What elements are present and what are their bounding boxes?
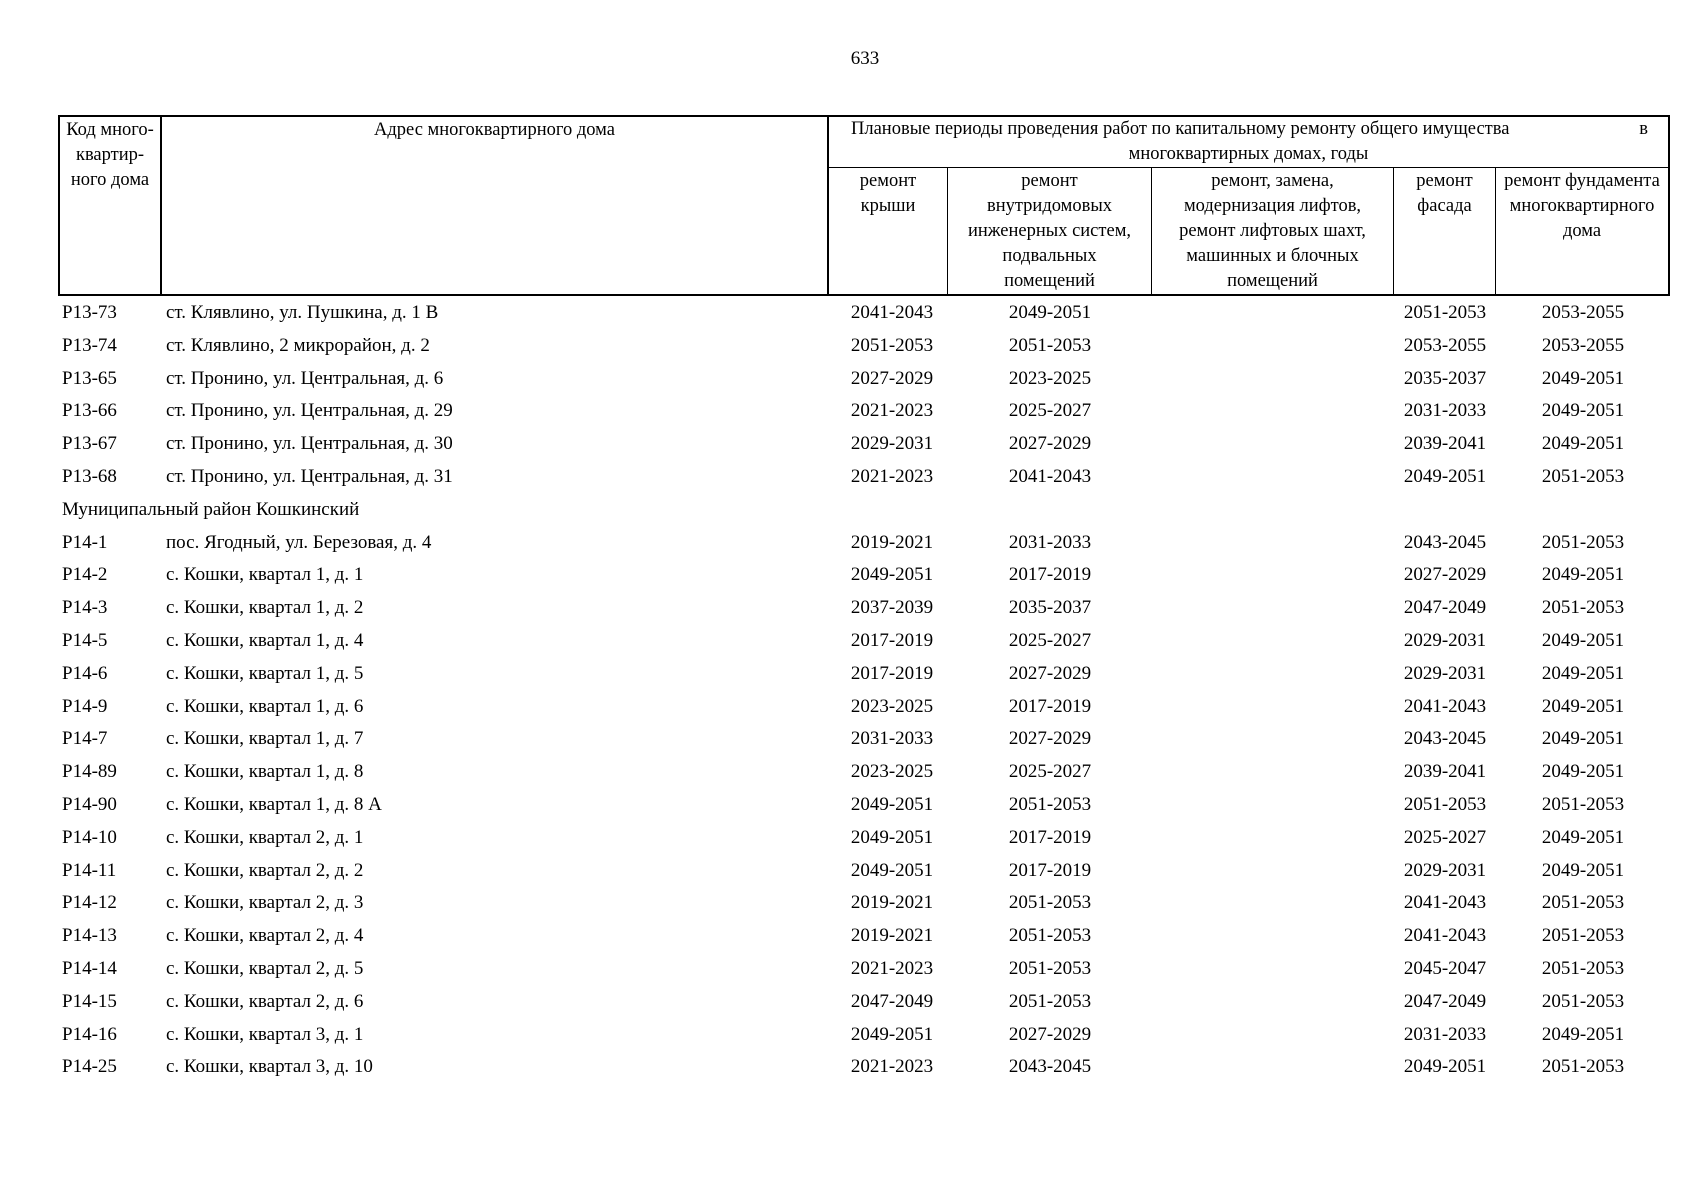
cell-foundation: 2049-2051 bbox=[1541, 761, 1625, 783]
cell-address: с. Кошки, квартал 2, д. 6 bbox=[166, 990, 364, 1012]
cell-code: Р13-74 bbox=[62, 334, 117, 356]
table-row bbox=[58, 788, 1670, 821]
cell-facade: 2049-2051 bbox=[1403, 466, 1487, 487]
cell-systems: 2031-2033 bbox=[1008, 531, 1092, 553]
cell-code: Р14-13 bbox=[62, 925, 117, 947]
cell-systems: 2049-2051 bbox=[1008, 302, 1092, 323]
cell-code: Р14-7 bbox=[62, 728, 108, 750]
cell-foundation: 2051-2053 bbox=[1541, 466, 1625, 487]
cell-code: Р14-90 bbox=[62, 794, 117, 815]
cell-systems: 2017-2019 bbox=[1008, 564, 1092, 586]
table-row bbox=[58, 591, 1670, 624]
cell-facade: 2045-2047 bbox=[1403, 958, 1487, 979]
cell-roof: 2037-2039 bbox=[850, 597, 934, 619]
cell-facade: 2043-2045 bbox=[1403, 531, 1487, 553]
cell-foundation: 2049-2051 bbox=[1541, 728, 1625, 750]
cell-systems: 2017-2019 bbox=[1008, 859, 1092, 881]
cell-facade: 2041-2043 bbox=[1403, 695, 1487, 717]
header-foundation: ремонт фундамента многоквартирного дома bbox=[1504, 171, 1660, 241]
section-row bbox=[58, 493, 1670, 526]
cell-facade: 2047-2049 bbox=[1403, 990, 1487, 1012]
table-row bbox=[58, 460, 1670, 493]
cell-systems: 2041-2043 bbox=[1008, 466, 1092, 487]
cell-roof: 2017-2019 bbox=[850, 662, 934, 684]
cell-facade: 2049-2051 bbox=[1403, 1056, 1487, 1078]
cell-code: Р14-15 bbox=[62, 990, 117, 1012]
cell-roof: 2017-2019 bbox=[850, 630, 934, 651]
cell-address: с. Кошки, квартал 1, д. 5 bbox=[166, 662, 364, 684]
cell-facade: 2029-2031 bbox=[1403, 859, 1487, 881]
cell-address: ст. Пронино, ул. Центральная, д. 31 bbox=[166, 466, 453, 487]
cell-foundation: 2051-2053 bbox=[1541, 794, 1625, 815]
cell-facade: 2031-2033 bbox=[1403, 400, 1487, 422]
cell-facade: 2043-2045 bbox=[1403, 728, 1487, 750]
cell-roof: 2031-2033 bbox=[850, 728, 934, 750]
cell-roof: 2049-2051 bbox=[850, 794, 934, 815]
cell-roof: 2021-2023 bbox=[850, 958, 934, 979]
cell-roof: 2049-2051 bbox=[850, 1023, 934, 1045]
cell-code: Р14-14 bbox=[62, 958, 117, 979]
table-row bbox=[58, 526, 1670, 559]
cell-systems: 2051-2053 bbox=[1008, 794, 1092, 815]
cell-foundation: 2049-2051 bbox=[1541, 826, 1625, 848]
cell-facade: 2053-2055 bbox=[1403, 334, 1487, 356]
header-systems: ремонт внутридомовых инженерных систем, подвальных помещений bbox=[967, 171, 1132, 291]
cell-foundation: 2049-2051 bbox=[1541, 367, 1625, 389]
table-row bbox=[58, 1050, 1670, 1083]
cell-code: Р14-11 bbox=[62, 859, 117, 881]
table-row bbox=[58, 427, 1670, 460]
table-row bbox=[58, 1018, 1670, 1051]
cell-foundation: 2053-2055 bbox=[1541, 334, 1625, 356]
cell-roof: 2023-2025 bbox=[850, 761, 934, 783]
cell-foundation: 2049-2051 bbox=[1541, 695, 1625, 717]
cell-systems: 2027-2029 bbox=[1008, 728, 1092, 750]
header-lifts: ремонт, замена, модернизация лифтов, ремонт лифтовых шахт, машинных и блочных помещений bbox=[1179, 171, 1366, 291]
cell-code: Р13-65 bbox=[62, 367, 117, 389]
cell-roof: 2021-2023 bbox=[850, 466, 934, 487]
cell-foundation: 2051-2053 bbox=[1541, 925, 1625, 947]
cell-systems: 2051-2053 bbox=[1008, 990, 1092, 1012]
cell-code: Р14-1 bbox=[62, 531, 108, 553]
cell-address: с. Кошки, квартал 1, д. 2 bbox=[166, 597, 364, 619]
cell-systems: 2035-2037 bbox=[1008, 597, 1092, 619]
cell-address: ст. Пронино, ул. Центральная, д. 6 bbox=[166, 367, 444, 389]
header-right-border bbox=[1668, 115, 1670, 296]
table-row bbox=[58, 657, 1670, 690]
table-row bbox=[58, 624, 1670, 657]
cell-foundation: 2051-2053 bbox=[1541, 1056, 1625, 1078]
page-number: 633 bbox=[850, 48, 880, 69]
cell-code: Р14-25 bbox=[62, 1056, 117, 1078]
cell-roof: 2051-2053 bbox=[850, 334, 934, 356]
cell-code: Р13-68 bbox=[62, 466, 117, 487]
cell-facade: 2041-2043 bbox=[1403, 925, 1487, 947]
cell-foundation: 2049-2051 bbox=[1541, 662, 1625, 684]
cell-roof: 2023-2025 bbox=[850, 695, 934, 717]
cell-facade: 2031-2033 bbox=[1403, 1023, 1487, 1045]
table-row bbox=[58, 722, 1670, 755]
cell-foundation: 2049-2051 bbox=[1541, 433, 1625, 455]
cell-roof: 2049-2051 bbox=[850, 826, 934, 848]
table-row bbox=[58, 394, 1670, 427]
section-title: Муниципальный район Кошкинский bbox=[62, 498, 360, 520]
cell-code: Р13-73 bbox=[62, 302, 117, 323]
cell-roof: 2049-2051 bbox=[850, 859, 934, 881]
header-roof: ремонт крыши bbox=[859, 171, 917, 216]
cell-foundation: 2049-2051 bbox=[1541, 400, 1625, 422]
cell-address: с. Кошки, квартал 1, д. 1 bbox=[166, 564, 364, 586]
cell-address: ст. Пронино, ул. Центральная, д. 29 bbox=[166, 400, 453, 422]
cell-systems: 2017-2019 bbox=[1008, 826, 1092, 848]
cell-systems: 2025-2027 bbox=[1008, 630, 1092, 651]
table-row bbox=[58, 558, 1670, 591]
header-code: Код много- квартир- ного дома bbox=[66, 120, 154, 190]
header-periods-underline bbox=[827, 167, 1670, 168]
cell-systems: 2025-2027 bbox=[1008, 761, 1092, 783]
cell-address: с. Кошки, квартал 2, д. 2 bbox=[166, 859, 364, 881]
cell-roof: 2047-2049 bbox=[850, 990, 934, 1012]
cell-code: Р14-5 bbox=[62, 630, 108, 651]
cell-code: Р14-89 bbox=[62, 761, 117, 783]
cell-facade: 2029-2031 bbox=[1403, 662, 1487, 684]
cell-address: с. Кошки, квартал 2, д. 3 bbox=[166, 892, 364, 914]
cell-roof: 2019-2021 bbox=[850, 892, 934, 914]
cell-foundation: 2051-2053 bbox=[1541, 990, 1625, 1012]
cell-address: с. Кошки, квартал 1, д. 8 А bbox=[166, 794, 382, 815]
cell-address: с. Кошки, квартал 1, д. 4 bbox=[166, 630, 364, 651]
cell-facade: 2051-2053 bbox=[1403, 302, 1487, 323]
cell-foundation: 2049-2051 bbox=[1541, 630, 1625, 651]
cell-roof: 2049-2051 bbox=[850, 564, 934, 586]
cell-roof: 2021-2023 bbox=[850, 1056, 934, 1078]
header-address: Адрес многоквартирного дома bbox=[374, 120, 615, 140]
cell-facade: 2051-2053 bbox=[1403, 794, 1487, 815]
cell-systems: 2051-2053 bbox=[1008, 334, 1092, 356]
cell-foundation: 2049-2051 bbox=[1541, 859, 1625, 881]
cell-facade: 2027-2029 bbox=[1403, 564, 1487, 586]
cell-systems: 2027-2029 bbox=[1008, 662, 1092, 684]
cell-roof: 2029-2031 bbox=[850, 433, 934, 455]
cell-foundation: 2053-2055 bbox=[1541, 302, 1625, 323]
cell-address: с. Кошки, квартал 2, д. 1 bbox=[166, 826, 364, 848]
cell-roof: 2027-2029 bbox=[850, 367, 934, 389]
cell-code: Р14-2 bbox=[62, 564, 108, 586]
cell-foundation: 2049-2051 bbox=[1541, 564, 1625, 586]
cell-systems: 2027-2029 bbox=[1008, 433, 1092, 455]
cell-code: Р13-66 bbox=[62, 400, 117, 422]
cell-roof: 2021-2023 bbox=[850, 400, 934, 422]
cell-code: Р14-10 bbox=[62, 826, 117, 848]
cell-code: Р14-3 bbox=[62, 597, 108, 619]
cell-roof: 2019-2021 bbox=[850, 531, 934, 553]
cell-facade: 2035-2037 bbox=[1403, 367, 1487, 389]
cell-systems: 2051-2053 bbox=[1008, 958, 1092, 979]
cell-systems: 2051-2053 bbox=[1008, 925, 1092, 947]
cell-address: с. Кошки, квартал 1, д. 8 bbox=[166, 761, 364, 783]
header-facade: ремонт фасада bbox=[1416, 171, 1473, 216]
table-row bbox=[58, 854, 1670, 887]
cell-systems: 2017-2019 bbox=[1008, 695, 1092, 717]
cell-address: с. Кошки, квартал 3, д. 1 bbox=[166, 1023, 364, 1045]
cell-systems: 2051-2053 bbox=[1008, 892, 1092, 914]
cell-address: с. Кошки, квартал 3, д. 10 bbox=[166, 1056, 373, 1078]
cell-facade: 2039-2041 bbox=[1403, 433, 1487, 455]
cell-facade: 2041-2043 bbox=[1403, 892, 1487, 914]
table-row bbox=[58, 296, 1670, 329]
cell-facade: 2029-2031 bbox=[1403, 630, 1487, 651]
cell-facade: 2047-2049 bbox=[1403, 597, 1487, 619]
cell-systems: 2025-2027 bbox=[1008, 400, 1092, 422]
cell-roof: 2019-2021 bbox=[850, 925, 934, 947]
header-periods: Плановые периоды проведения работ по капитальному ремонту общего имущества в многоквартирных домах, годы bbox=[851, 119, 1648, 164]
cell-foundation: 2051-2053 bbox=[1541, 531, 1625, 553]
cell-foundation: 2049-2051 bbox=[1541, 1023, 1625, 1045]
table-row bbox=[58, 329, 1670, 362]
cell-address: ст. Клявлино, ул. Пушкина, д. 1 В bbox=[166, 302, 439, 323]
cell-foundation: 2051-2053 bbox=[1541, 892, 1625, 914]
cell-foundation: 2051-2053 bbox=[1541, 597, 1625, 619]
cell-address: с. Кошки, квартал 2, д. 5 bbox=[166, 958, 364, 979]
table-row bbox=[58, 952, 1670, 985]
cell-facade: 2039-2041 bbox=[1403, 761, 1487, 783]
table-row bbox=[58, 919, 1670, 952]
cell-systems: 2023-2025 bbox=[1008, 367, 1092, 389]
cell-address: ст. Клявлино, 2 микрорайон, д. 2 bbox=[166, 334, 430, 356]
cell-code: Р13-67 bbox=[62, 433, 117, 455]
table-row bbox=[58, 821, 1670, 854]
table-row bbox=[58, 690, 1670, 723]
cell-code: Р14-12 bbox=[62, 892, 117, 914]
table-row bbox=[58, 362, 1670, 395]
table-row bbox=[58, 755, 1670, 788]
cell-address: ст. Пронино, ул. Центральная, д. 30 bbox=[166, 433, 453, 455]
cell-code: Р14-16 bbox=[62, 1023, 117, 1045]
cell-foundation: 2051-2053 bbox=[1541, 958, 1625, 979]
cell-roof: 2041-2043 bbox=[850, 302, 934, 323]
cell-facade: 2025-2027 bbox=[1403, 826, 1487, 848]
cell-address: пос. Ягодный, ул. Березовая, д. 4 bbox=[166, 531, 432, 553]
cell-code: Р14-9 bbox=[62, 695, 108, 717]
cell-systems: 2027-2029 bbox=[1008, 1023, 1092, 1045]
table-row bbox=[58, 985, 1670, 1018]
cell-address: с. Кошки, квартал 1, д. 7 bbox=[166, 728, 364, 750]
cell-systems: 2043-2045 bbox=[1008, 1056, 1092, 1078]
cell-address: с. Кошки, квартал 1, д. 6 bbox=[166, 695, 364, 717]
cell-address: с. Кошки, квартал 2, д. 4 bbox=[166, 925, 364, 947]
cell-code: Р14-6 bbox=[62, 662, 108, 684]
table-row bbox=[58, 886, 1670, 919]
